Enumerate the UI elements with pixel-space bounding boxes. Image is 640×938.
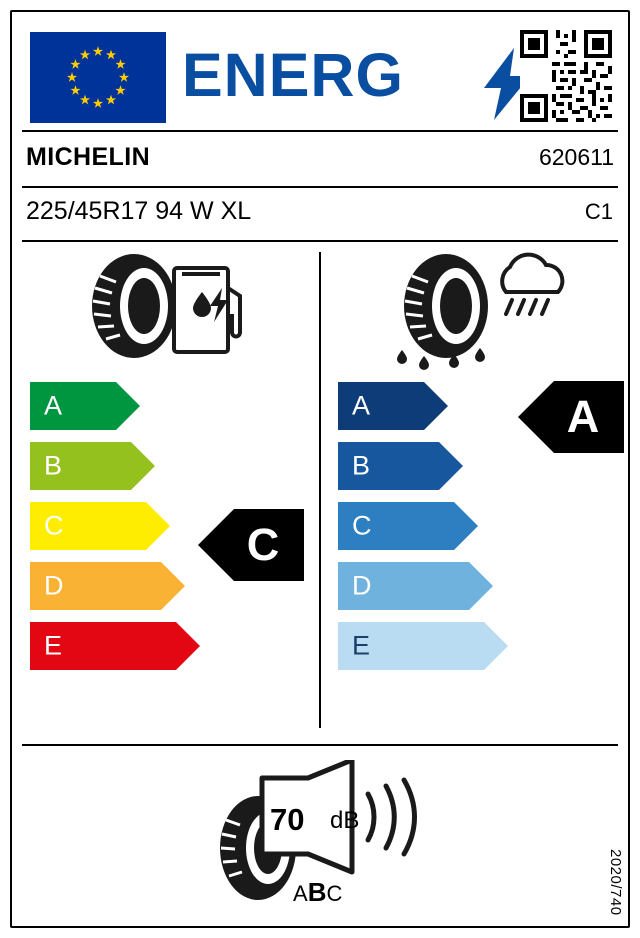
- wet-grip-rating-marker: [532, 381, 624, 453]
- wet-grade-row: [338, 502, 484, 550]
- label-header: [22, 24, 618, 120]
- divider-brand: [22, 186, 618, 188]
- fuel-grade-letter: E: [44, 630, 63, 661]
- divider-vertical: [319, 252, 321, 728]
- noise-unit: dB: [330, 807, 360, 834]
- wet-grade-row: [338, 562, 484, 610]
- wet-grade-row: [338, 442, 484, 490]
- divider-size: [22, 240, 618, 242]
- wet-grade-row: [338, 622, 484, 670]
- type-identifier: 620611: [538, 144, 614, 170]
- wet-grade-letter: A: [352, 390, 371, 421]
- fuel-grade-row: [30, 562, 176, 610]
- wet-grip-scale: [338, 382, 484, 682]
- fuel-grade-row: [30, 442, 176, 490]
- fuel-grade-letter: C: [44, 510, 64, 541]
- fuel-efficiency-rating-marker: [212, 509, 304, 581]
- tyre-fuel-pump-icon: [84, 252, 254, 362]
- noise-class-c: C: [326, 881, 343, 906]
- wet-grade-row: [338, 382, 484, 430]
- external-rolling-noise-section: [200, 760, 460, 910]
- noise-class-a: A: [293, 881, 308, 906]
- tyre-size-designation: 225/45R17 94 W XL: [26, 197, 252, 225]
- tyre-class: C1: [584, 199, 613, 224]
- fuel-grade-letter: B: [44, 450, 63, 481]
- noise-class-selected: B: [307, 877, 327, 907]
- wet-grade-letter: C: [352, 510, 372, 541]
- noise-value: 70: [270, 802, 305, 837]
- eu-flag-icon: [30, 32, 166, 123]
- fuel-grade-letter: A: [44, 390, 63, 421]
- wet-grade-letter: D: [352, 570, 372, 601]
- fuel-grade-row: [30, 502, 176, 550]
- fuel-efficiency-scale: [30, 382, 176, 682]
- divider-noise: [22, 744, 618, 746]
- fuel-rating-letter: C: [246, 519, 280, 570]
- divider-header: [22, 130, 618, 132]
- tyre-rain-cloud-icon: [392, 252, 572, 370]
- wet-grade-letter: B: [352, 450, 371, 481]
- qr-code-icon: [520, 30, 612, 122]
- wet-grade-letter: E: [352, 630, 371, 661]
- regulation-reference: 2020/740: [607, 849, 624, 916]
- fuel-grade-row: [30, 622, 176, 670]
- fuel-grade-letter: D: [44, 570, 64, 601]
- energy-wordmark: ENERG: [182, 41, 404, 109]
- fuel-grade-row: [30, 382, 176, 430]
- noise-class-scale: [293, 877, 342, 908]
- wet-rating-letter: A: [566, 391, 600, 442]
- manufacturer-name: MICHELIN: [26, 143, 151, 171]
